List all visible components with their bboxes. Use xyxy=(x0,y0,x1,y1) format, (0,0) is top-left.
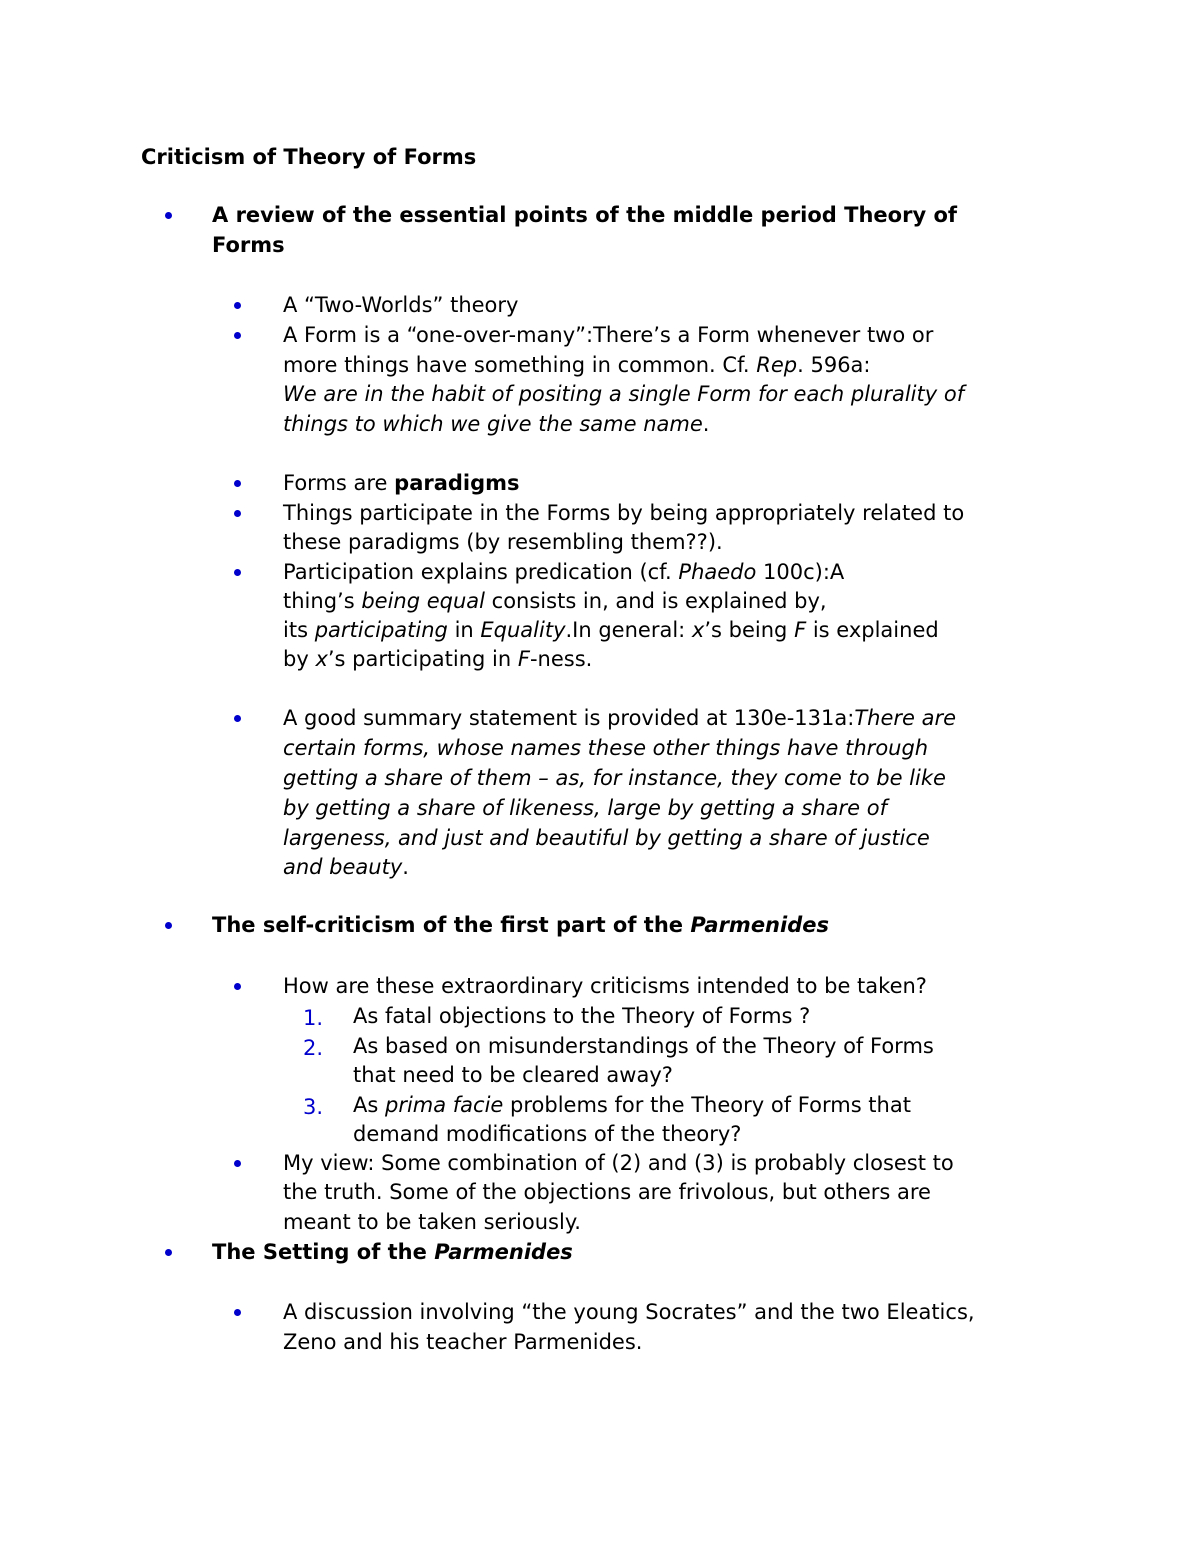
list-number: 2. xyxy=(303,1036,324,1060)
numbered-item: As fatal objections to the Theory of Forms ? xyxy=(353,1004,811,1028)
bullet-icon xyxy=(234,510,241,517)
numbered-item xyxy=(353,1090,911,1120)
text: . 596a: xyxy=(797,353,871,377)
numbered-item-cont: that need to be cleared away? xyxy=(353,1063,673,1087)
section-heading: A review of the essential points of the middle period Theory of xyxy=(212,203,958,227)
text: ’s participating in xyxy=(327,647,518,671)
list-item xyxy=(283,468,520,498)
bullet-icon xyxy=(234,715,241,722)
bullet-icon xyxy=(165,212,172,219)
section-heading-cont: Forms xyxy=(212,233,285,257)
variable: x xyxy=(691,618,705,642)
bullet-icon xyxy=(234,983,241,990)
text: in xyxy=(447,618,481,642)
emphasis: participating xyxy=(314,618,448,642)
quote-text: things to which we give the same name xyxy=(283,412,703,436)
variable: F xyxy=(517,647,530,671)
list-item-cont xyxy=(283,350,871,380)
text: .In general: xyxy=(565,618,692,642)
list-item: A discussion involving “the young Socrates” and the two Eleatics, xyxy=(283,1300,975,1324)
quote: certain forms, whose names these other things have through xyxy=(283,736,929,760)
page-title: Criticism of Theory of Forms xyxy=(141,145,477,169)
quote-text: and beauty xyxy=(283,855,403,879)
list-item xyxy=(283,557,844,587)
text: The Setting of the xyxy=(212,1240,435,1264)
text: by xyxy=(283,647,316,671)
bullet-icon xyxy=(234,1309,241,1316)
text: Participation explains predication (cf. xyxy=(283,560,679,584)
section-heading xyxy=(212,1237,573,1267)
numbered-item-cont: demand modifications of the theory? xyxy=(353,1122,742,1146)
bullet-icon xyxy=(165,922,172,929)
list-item-cont xyxy=(283,615,939,645)
list-item: A Form is a “one-over-many”:There’s a Form whenever two or xyxy=(283,323,934,347)
list-number: 1. xyxy=(303,1006,324,1030)
text: is explained xyxy=(806,618,939,642)
numbered-item: As based on misunderstandings of the Theory of Forms xyxy=(353,1034,934,1058)
text: ’s being xyxy=(704,618,795,642)
bullet-icon xyxy=(165,1249,172,1256)
list-item-cont: meant to be taken seriously. xyxy=(283,1210,581,1234)
list-item-cont: these paradigms (by resembling them??). xyxy=(283,530,723,554)
work-title: Parmenides xyxy=(434,1240,573,1264)
list-item-cont: Zeno and his teacher Parmenides. xyxy=(283,1330,643,1354)
list-item xyxy=(283,703,956,733)
text: Forms are xyxy=(283,471,395,495)
variable: x xyxy=(315,647,328,671)
list-item-cont: the truth. Some of the objections are frivolous, but others are xyxy=(283,1180,931,1204)
list-item-cont xyxy=(283,586,827,616)
text: . xyxy=(702,412,710,436)
citation: Rep xyxy=(756,353,798,377)
quote-cont xyxy=(283,409,709,439)
text: consists in, and is explained by, xyxy=(484,589,827,613)
quote: by getting a share of likeness, large by getting a share of xyxy=(283,796,888,820)
text: problems for the Theory of Forms that xyxy=(503,1093,911,1117)
emphasis: Equality xyxy=(480,618,566,642)
list-item: My view: Some combination of (2) and (3) is probably closest to xyxy=(283,1151,954,1175)
emphasis: paradigms xyxy=(394,471,520,495)
quote: largeness, and just and beautiful by getting a share of justice xyxy=(283,826,930,850)
text: As xyxy=(353,1093,385,1117)
bullet-icon xyxy=(234,569,241,576)
citation: Phaedo xyxy=(678,560,757,584)
quote: getting a share of them – as, for instance, they come to be like xyxy=(283,766,946,790)
text: more things have something in common. Cf. xyxy=(283,353,757,377)
text: A good summary statement is provided at 130e-131a: xyxy=(283,706,855,730)
emphasis: being equal xyxy=(361,589,485,613)
text: its xyxy=(283,618,315,642)
text: . xyxy=(402,855,409,879)
list-item-cont xyxy=(283,644,592,674)
list-item: A “Two-Worlds” theory xyxy=(283,293,519,317)
emphasis: prima facie xyxy=(384,1093,504,1117)
text: The self-criticism of the first part of the xyxy=(212,913,691,937)
section-heading xyxy=(212,910,829,940)
bullet-icon xyxy=(234,1160,241,1167)
text: 100c):A xyxy=(756,560,845,584)
variable: F xyxy=(794,618,807,642)
bullet-icon xyxy=(234,302,241,309)
list-item: Things participate in the Forms by being appropriately related to xyxy=(283,501,965,525)
list-number: 3. xyxy=(303,1095,324,1119)
quote: We are in the habit of positing a single Form for each plurality of xyxy=(283,382,965,406)
bullet-icon xyxy=(234,332,241,339)
bullet-icon xyxy=(234,480,241,487)
text: -ness. xyxy=(529,647,593,671)
work-title: Parmenides xyxy=(690,913,829,937)
text: thing’s xyxy=(283,589,362,613)
quote-text: There are xyxy=(854,706,957,730)
list-item: How are these extraordinary criticisms intended to be taken? xyxy=(283,974,927,998)
quote-cont xyxy=(283,852,409,882)
